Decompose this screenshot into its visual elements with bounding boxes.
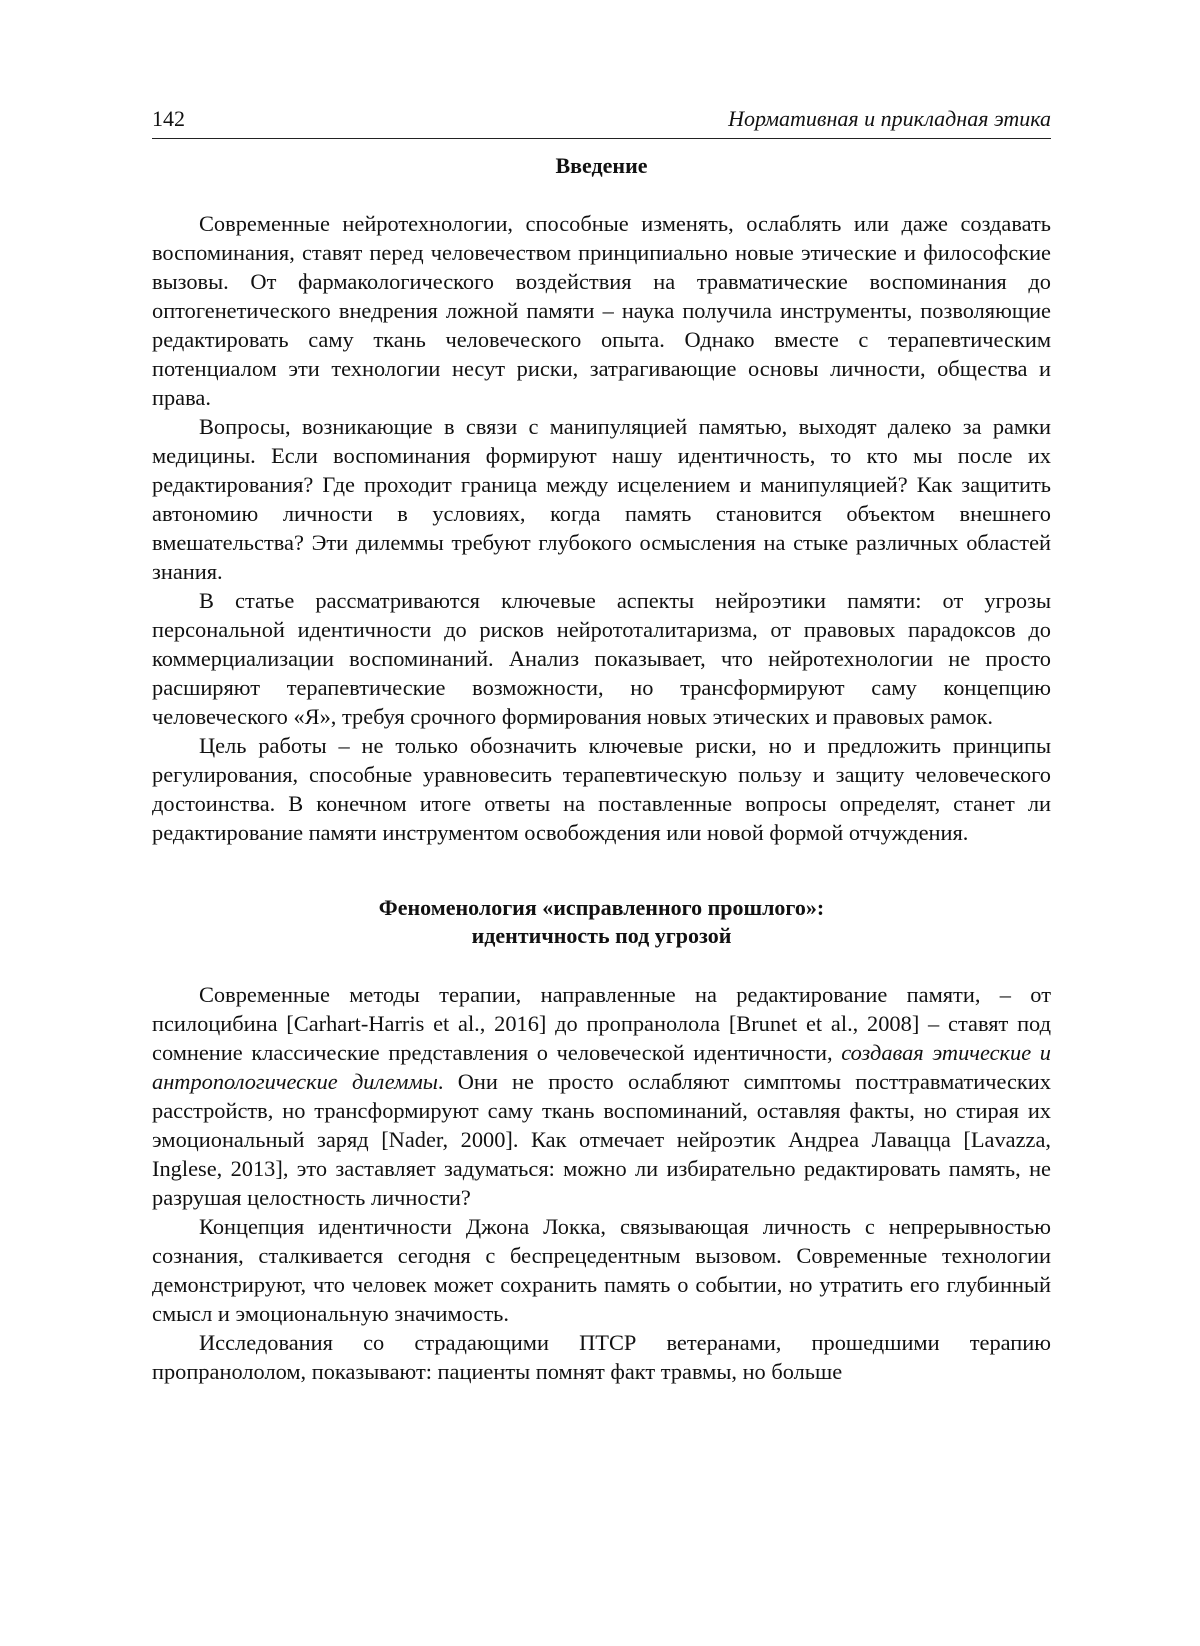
intro-paragraph: Современные нейротехнологии, способные изменять, ослаблять или даже создавать воспоминания, ставят перед человечеством принципиально новые этические и философские вызовы. От фармакологического воздействия на травматические воспоминания до оптогенетического внедрения ложной памяти – наука получила инструменты, позволяющие редактировать саму ткань человеческого опыта. Однако вместе с терапевтическим потенциалом эти технологии несут риски, затрагивающие основы личности, общества и права.	[152, 211, 1051, 410]
paragraph-text: . Они не просто ослабляют симптомы посттравматических расстройств, но трансформируют саму ткань воспоминаний, оставляя факты, но стирая их эмоциональный заряд [Nader, 2000]. Как отмечает нейроэтик Андреа Лавацца [Lavazza, Inglese, 2013], это заставляет задуматься: можно ли избирательно редактировать память, не разрушая целостность личности?	[152, 1069, 1051, 1210]
intro-paragraph: Цель работы – не только обозначить ключевые риски, но и предложить принципы регулирования, способные уравновесить терапевтическую пользу и защиту человеческого достоинства. В конечном итоге ответы на поставленные вопросы определят, станет ли редактирование памяти инструментом освобождения или новой формой отчуждения.	[152, 733, 1051, 845]
section-paragraph: Концепция идентичности Джона Локка, связывающая личность с непрерывностью сознания, сталкивается сегодня с беспрецедентным вызовом. Современные технологии демонстрируют, что человек может сохранить память о событии, но утратить его глубинный смысл и эмоциональную значимость.	[152, 1214, 1051, 1326]
section-heading-line: Феноменология «исправленного прошлого»:	[378, 895, 825, 920]
running-header	[152, 104, 1051, 139]
section-paragraph	[152, 980, 1051, 1212]
section-heading	[152, 894, 1051, 950]
intro-paragraph: В статье рассматриваются ключевые аспекты нейроэтики памяти: от угрозы персональной идентичности до рисков нейрототалитаризма, от правовых парадоксов до коммерциализации воспоминаний. Анализ показывает, что нейротехнологии не просто расширяют терапевтические возможности, но трансформируют саму концепцию человеческого «Я», требуя срочного формирования новых этических и правовых рамок.	[152, 588, 1051, 729]
page-number: 142	[152, 106, 185, 131]
section-heading-line: идентичность под угрозой	[471, 923, 732, 948]
article-body	[152, 152, 1051, 1386]
paragraph-text: Современные методы терапии, направленные на редактирование памяти, – от псилоцибина [Carhart-Harris et al., 2016] до пропранолола [Brunet et al., 2008] – ставят под сомнение классические представления о человеческой идентичности,	[152, 982, 1051, 1065]
journal-title: Нормативная и прикладная этика	[728, 106, 1051, 131]
intro-paragraph: Вопросы, возникающие в связи с манипуляцией памятью, выходят далеко за рамки медицины. Если воспоминания формируют нашу идентичность, то кто мы после их редактирования? Где проходит граница между исцелением и манипуляцией? Как защитить автономию личности в условиях, когда память становится объектом внешнего вмешательства? Эти дилеммы требуют глубокого осмысления на стыке различных областей знания.	[152, 414, 1051, 584]
italic-phrase: создавая этические и антропологические дилеммы	[152, 1040, 1051, 1094]
intro-heading: Введение	[555, 153, 648, 178]
section-paragraph: Исследования со страдающими ПТСР ветеранами, прошедшими терапию пропранололом, показывают: пациенты помнят факт травмы, но больше	[152, 1330, 1051, 1384]
